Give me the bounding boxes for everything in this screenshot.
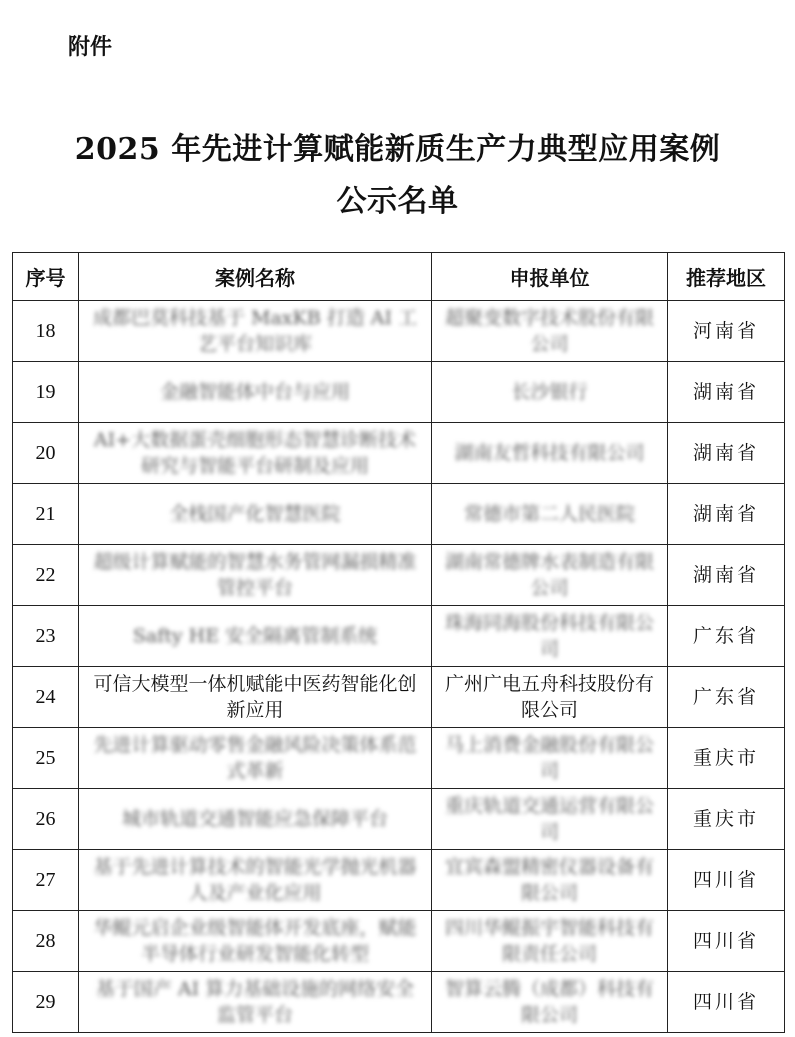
row-serial-number	[13, 545, 79, 606]
row-case-name	[79, 362, 432, 423]
row-serial-number	[13, 728, 79, 789]
row-applicant-unit	[432, 423, 668, 484]
row-applicant-unit	[432, 850, 668, 911]
row-region	[668, 972, 785, 1033]
row-applicant-unit	[432, 362, 668, 423]
row-applicant-unit-text: 宜宾森盟精密仪器设备有限公司	[444, 856, 654, 904]
row-case-name	[79, 545, 432, 606]
row-applicant-unit-text: 广州广电五舟科技股份有限公司	[444, 673, 654, 721]
row-applicant-unit-text: 重庆轨道交通运营有限公司	[444, 795, 654, 843]
row-region	[668, 545, 785, 606]
row-region	[668, 606, 785, 667]
row-applicant-unit-text: 马上消费金融股份有限公司	[444, 734, 654, 782]
row-case-name-text: 全栈国产化智慧医院	[169, 503, 341, 525]
row-serial-number	[13, 484, 79, 545]
row-region-text: 湖南省	[692, 381, 759, 403]
row-region	[668, 667, 785, 728]
row-applicant-unit-text: 常德市第二人民医院	[463, 503, 635, 525]
row-case-name	[79, 484, 432, 545]
row-region-text: 河南省	[692, 320, 759, 342]
row-case-name	[79, 850, 432, 911]
row-region	[668, 301, 785, 362]
row-region-text: 四川省	[692, 869, 759, 891]
row-applicant-unit	[432, 484, 668, 545]
row-region	[668, 423, 785, 484]
header-recommended-region: 推荐地区	[668, 253, 785, 301]
row-applicant-unit-text: 湖南常德牌水表制造有限公司	[444, 551, 654, 599]
row-region-text: 湖南省	[692, 503, 759, 525]
document-subtitle: 公示名单	[336, 184, 459, 219]
row-case-name-text: AI+大数据蛋壳细胞形态智慧诊断技术研究与智能平台研制及应用	[93, 429, 417, 477]
attachment-label: 附件	[68, 35, 113, 60]
row-case-name	[79, 728, 432, 789]
row-region-text: 重庆市	[692, 808, 759, 830]
row-applicant-unit-text: 四川华鲲振宇智能科技有限责任公司	[444, 917, 654, 965]
row-applicant-unit	[432, 606, 668, 667]
row-serial-number-text: 19	[35, 381, 56, 403]
table-row	[13, 728, 785, 789]
row-applicant-unit	[432, 911, 668, 972]
row-serial-number-text: 28	[35, 930, 56, 952]
row-applicant-unit-text: 珠海同海股份科技有限公司	[444, 612, 654, 660]
row-serial-number-text: 23	[35, 625, 56, 647]
table-body	[13, 301, 785, 1033]
row-applicant-unit	[432, 972, 668, 1033]
row-serial-number-text: 21	[35, 503, 56, 525]
table-row	[13, 423, 785, 484]
row-case-name-text: 先进计算驱动零售金融风险决策体系范式革新	[93, 734, 417, 782]
table-row	[13, 850, 785, 911]
row-serial-number	[13, 911, 79, 972]
row-case-name-text: 华鲲元启企业级智能体开发底座，赋能半导体行业研发智能化转型	[93, 917, 417, 965]
row-region	[668, 789, 785, 850]
table-row	[13, 484, 785, 545]
row-serial-number	[13, 667, 79, 728]
row-case-name-text: 城市轨道交通智能应急保障平台	[121, 808, 388, 830]
row-case-name-text: 超级计算赋能的智慧水务管网漏损精准管控平台	[93, 551, 417, 599]
row-region-text: 四川省	[692, 991, 759, 1013]
row-serial-number	[13, 850, 79, 911]
row-serial-number-text: 22	[35, 564, 56, 586]
table-row	[13, 667, 785, 728]
row-serial-number-text: 18	[35, 320, 56, 342]
row-region	[668, 484, 785, 545]
table-row	[13, 606, 785, 667]
row-applicant-unit-text: 长沙银行	[511, 381, 588, 403]
row-applicant-unit	[432, 728, 668, 789]
row-case-name	[79, 606, 432, 667]
row-serial-number-text: 29	[35, 991, 56, 1013]
row-case-name	[79, 667, 432, 728]
table-header-row	[13, 253, 785, 301]
row-region	[668, 362, 785, 423]
row-case-name	[79, 789, 432, 850]
table-row	[13, 362, 785, 423]
row-serial-number	[13, 789, 79, 850]
header-applicant-unit: 申报单位	[432, 253, 668, 301]
row-case-name-text: 基于先进计算技术的智能光学抛光机器人及产业化应用	[93, 856, 417, 904]
row-serial-number	[13, 301, 79, 362]
row-region	[668, 911, 785, 972]
row-region	[668, 728, 785, 789]
row-serial-number-text: 27	[35, 869, 56, 891]
row-applicant-unit-text: 超聚变数字技术股份有限公司	[444, 307, 654, 355]
row-serial-number-text: 26	[35, 808, 56, 830]
table-row	[13, 545, 785, 606]
row-serial-number	[13, 423, 79, 484]
table-row	[13, 301, 785, 362]
row-applicant-unit-text: 智算云腾（成都）科技有限公司	[444, 978, 654, 1026]
row-serial-number-text: 20	[35, 442, 56, 464]
row-case-name-text: 成都巴莫科技基于 MaxKB 打造 AI 工艺平台知识库	[92, 307, 418, 355]
row-case-name-text: 可信大模型一体机赋能中医药智能化创新应用	[93, 673, 417, 721]
row-serial-number-text: 25	[35, 747, 56, 769]
case-list-table	[12, 252, 785, 1033]
row-applicant-unit	[432, 545, 668, 606]
header-serial-number: 序号	[13, 253, 79, 301]
table-row	[13, 972, 785, 1033]
row-region-text: 广东省	[692, 686, 759, 708]
table-row	[13, 911, 785, 972]
header-case-name: 案例名称	[79, 253, 432, 301]
row-region-text: 湖南省	[692, 442, 759, 464]
row-serial-number	[13, 972, 79, 1033]
row-applicant-unit	[432, 301, 668, 362]
row-case-name	[79, 972, 432, 1033]
row-applicant-unit-text: 湖南友哲科技有限公司	[454, 442, 645, 464]
row-region-text: 四川省	[692, 930, 759, 952]
row-serial-number	[13, 606, 79, 667]
table-row	[13, 789, 785, 850]
row-case-name-text: Safty HE 安全隔离管制系统	[132, 625, 378, 647]
row-applicant-unit	[432, 789, 668, 850]
document-title: 2025 年先进计算赋能新质生产力典型应用案例	[74, 132, 721, 167]
row-region-text: 湖南省	[692, 564, 759, 586]
row-region-text: 广东省	[692, 625, 759, 647]
row-region-text: 重庆市	[692, 747, 759, 769]
row-applicant-unit	[432, 667, 668, 728]
row-serial-number	[13, 362, 79, 423]
row-region	[668, 850, 785, 911]
row-case-name	[79, 301, 432, 362]
row-case-name	[79, 423, 432, 484]
row-case-name-text: 基于国产 AI 算力基础设施的网络安全监管平台	[95, 978, 415, 1026]
row-case-name	[79, 911, 432, 972]
row-serial-number-text: 24	[35, 686, 56, 708]
row-case-name-text: 金融智能体中台与应用	[159, 381, 350, 403]
